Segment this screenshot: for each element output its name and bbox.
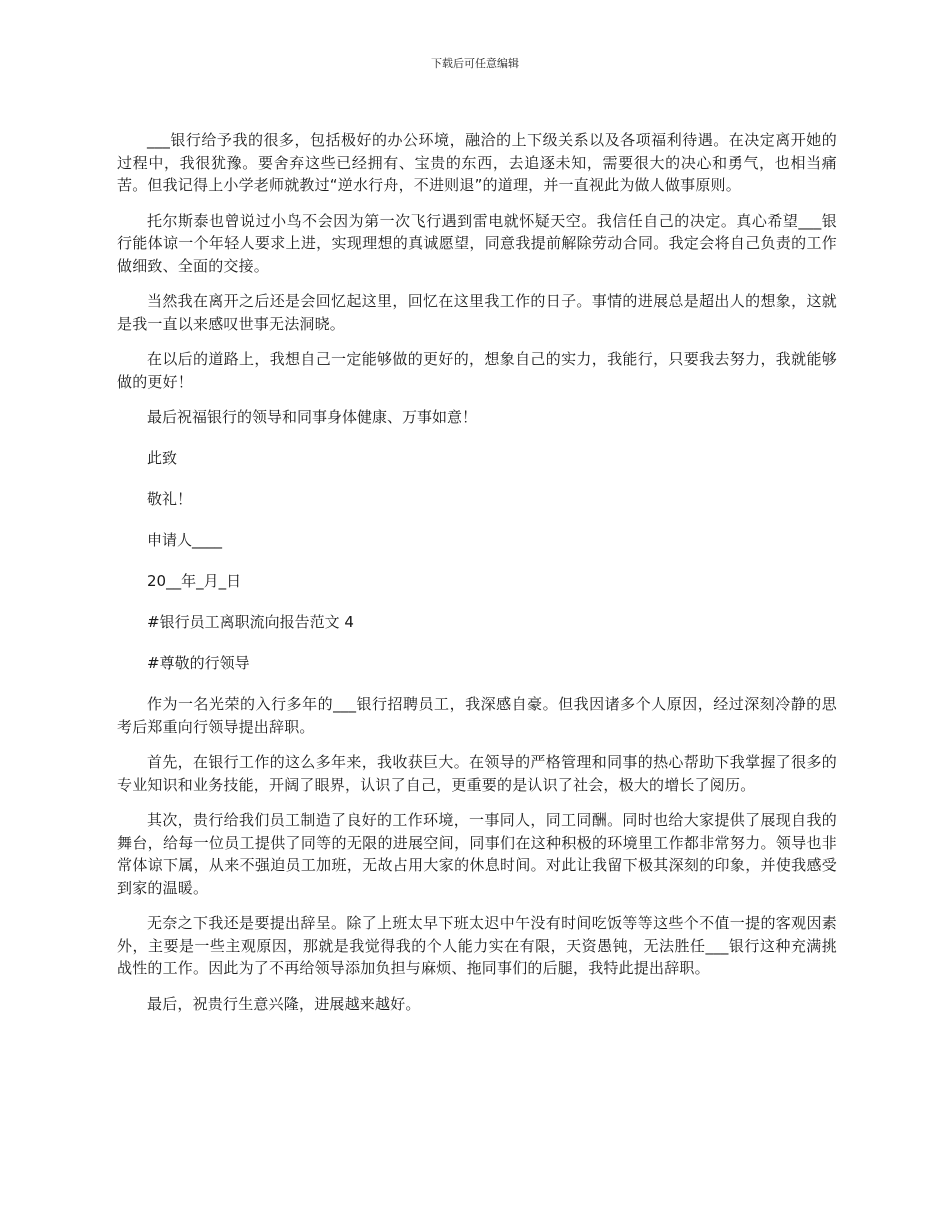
paragraph: 无奈之下我还是要提出辞呈。除了上班太早下班太迟中午没有时间吃饭等等这些个不值一提的客观因素外，主要是一些主观原因，那就是我觉得我的个人能力实在有限，天资愚钝，无法胜任___银行这种充满挑战性的工作。因此为了不再给领导添加负担与麻烦、拖同事们的后腿，我特此提出辞职。	[117, 914, 837, 977]
paragraph: 作为一名光荣的入行多年的___银行招聘员工，我深感自豪。但我因诸多个人原因，经过深刻冷静的思考后郑重向行领导提出辞职。	[117, 695, 837, 736]
salutation-to: 此致	[147, 449, 178, 467]
letter-greeting: #尊敬的行领导	[147, 654, 250, 672]
document-body	[117, 129, 837, 1028]
paragraph: 最后，祝贵行生意兴隆，进展越来越好。	[147, 994, 421, 1013]
paragraph: 托尔斯泰也曾说过小鸟不会因为第一次飞行遇到雷电就怀疑天空。我信任自己的决定。真心希望___银行能体谅一个年轻人要求上进，实现理想的真诚愿望，同意我提前解除劳动合同。我定会将自己负责的工作做细致、全面的交接。	[117, 211, 837, 275]
closing-wish: 最后祝福银行的领导和同事身体健康、万事如意！	[147, 408, 478, 426]
paragraph: 其次，贵行给我们员工制造了良好的工作环境，一事同人，同工同酬。同时也给大家提供了展现自我的舞台，给每一位员工提供了同等的无限的进展空间，同事们在这种积极的环境里工作都非常努力。领导也非常体谅下属，从来不强迫员工加班，无故占用大家的休息时间。对此让我留下极其深刻的印象，并使我感受到家的温暖。	[117, 811, 837, 897]
paragraph: 当然我在离开之后还是会回忆起这里，回忆在这里我工作的日子。事情的进展总是超出人的想象，这就是我一直以来感叹世事无法洞晓。	[117, 292, 837, 333]
applicant-line: 申请人____	[147, 531, 223, 549]
paragraph: ___银行给予我的很多，包括极好的办公环境，融洽的上下级关系以及各项福利待遇。在决定离开她的过程中，我很犹豫。要舍弃这些已经拥有、宝贵的东西，去追逐未知，需要很大的决心和勇气，也相当痛苦。但我记得上小学老师就教过“逆水行舟，不进则退”的道理，并一直视此为做人做事原则。	[117, 131, 837, 194]
date-line: 20__年_月_日	[147, 572, 242, 590]
page-header: 下载后可任意编辑	[431, 57, 519, 70]
paragraph: 首先，在银行工作的这么多年来，我收获巨大。在领导的严格管理和同事的热心帮助下我掌握了很多的专业知识和业务技能，开阔了眼界，认识了自己，更重要的是认识了社会，极大的增长了阅历。	[117, 753, 837, 794]
paragraph: 在以后的道路上，我想自己一定能够做的更好的，想象自己的实力，我能行，只要我去努力，我就能够做的更好！	[117, 350, 837, 391]
section-heading: #银行员工离职流向报告范文 4	[147, 613, 354, 631]
salutation-regards: 敬礼！	[147, 490, 193, 508]
